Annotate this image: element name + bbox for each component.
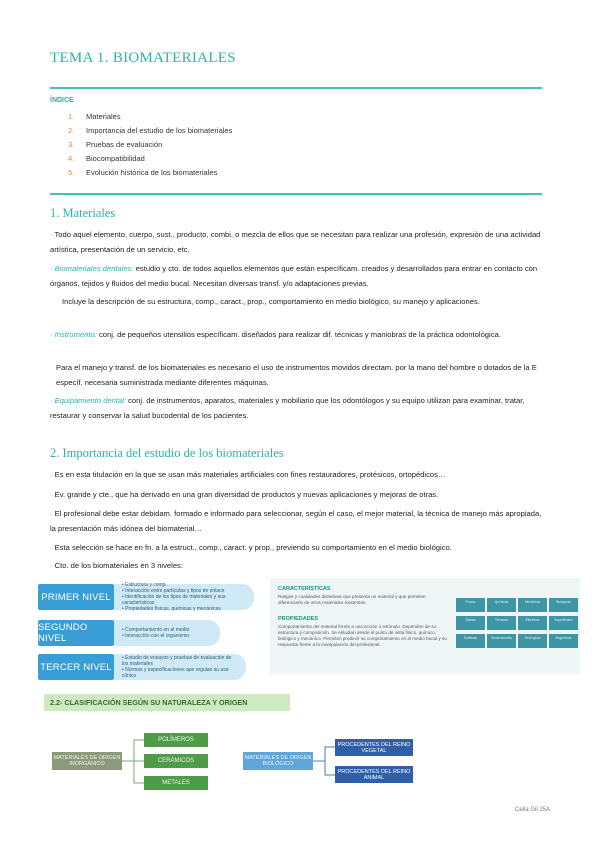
properties-heading: PROPIEDADES (278, 616, 319, 622)
paragraph: · Instrumento: conj. de pequeños utensilios específicam. diseñados para realizar dif. técnicas y maniobras de la práctica odontológica. (50, 330, 501, 339)
polymers-box: POLÍMEROS (144, 733, 208, 747)
inorganic-origin-box: MATERIALES DE ORIGEN INORGÁNICO (52, 752, 122, 770)
property-tile: Térmicas (487, 616, 516, 630)
property-tile: Biológicas (549, 598, 578, 612)
index-item[interactable]: 2. Importancia del estudio de los biomateriales (68, 126, 233, 135)
section-heading-importancia: 2. Importancia del estudio de los biomateriales (50, 446, 284, 460)
property-tile: Reológicas (518, 634, 547, 648)
paragraph: · Cto. de los biomateriales en 3 niveles: (50, 561, 183, 570)
property-tile: Magnéticas (549, 634, 578, 648)
paragraph: Incluye la descripción de su estructura, comp., caract., prop., comportamiento en medio biológico, su manejo y aplicaciones. (62, 297, 480, 306)
property-tile: Superficiales (549, 616, 578, 630)
section-heading-materiales: 1. Materiales (50, 206, 116, 220)
page-title: TEMA 1. BIOMATERIALES (50, 50, 236, 66)
index-item[interactable]: 4. Biocompatibilidad (68, 154, 145, 163)
property-tile: Eléctricas (518, 616, 547, 630)
subsection-heading: 2.2- CLASIFICACIÓN SEGÚN SU NATURALEZA Y ORIGEN (44, 694, 290, 711)
index-heading: ÍNDICE (50, 97, 74, 104)
paragraph: · Esta selección se hace en fn. a la estruct., comp., caract. y prop., previendo su comportamiento en el medio biológico. (50, 543, 452, 552)
paragraph: · Biomateriales dentales: estudio y cto. de todos aquellos elementos que están específicam. creados y desarrollados para entrar en contacto con órganos, tejidos y fluidos del medio bucal. Necesitan diversas transf. y/o adaptaciones previas. (50, 264, 538, 288)
animal-kingdom-box: PROCEDENTES DEL REINO ANIMAL (335, 766, 413, 783)
paragraph: · Ev. grande y cte., que ha derivado en una gran diversidad de productos y nuevas aplicaciones y mejoras de otras. (50, 490, 439, 499)
level-description: • Comportamiento en el medio • Interacción con el organismo (114, 620, 220, 646)
biological-origin-box: MATERIALES DE ORIGEN BIOLÓGICO (243, 752, 313, 770)
properties-text: Comportamiento del material frente a una acción o estímulo. Dependen de su estructura y composición. Se estudian desde el punto de vista físico, químico, biológico y mecánico. Permiten predecir su comportamiento en el medio bucal y su respuesta frente a la manipulación del profesional. (278, 624, 447, 647)
property-tile: Ópticas (456, 616, 485, 630)
paragraph: · Equipamiento dental: conj. de instrumentos, aparatos, materiales y mobiliario que los odontólogos y su equipo utilizan para examinar, tratar, restaurar y conservar la salud bucodental de los pacientes. (50, 396, 525, 420)
characteristics-heading: CARACTERÍSTICAS (278, 586, 331, 592)
paragraph: Para el manejo y transf. de los biomateriales es necesario el uso de instrumentos movidos directam. por la mano del hombre o dotados de la E específ. necesaria suministrada mediante diferentes máquinas. (56, 363, 537, 387)
level-description: • Estructura y comp. • Interacción entre partículas y tipos de enlace • Identificación de los tipos de materiales y sus características • Propiedades físicas, químicas y mecánicas (114, 584, 254, 610)
vegetal-kingdom-box: PROCEDENTES DEL REINO VEGETAL (335, 739, 413, 756)
ceramics-box: CERÁMICOS (144, 754, 208, 768)
index-item[interactable]: 1. Materiales (68, 112, 121, 121)
paragraph: · Todo aquel elemento, cuerpo, sust., producto, combi. o mezcla de ellos que se necesitan para realizar una profesión, expresión de una actividad artística, presentación de un servicio, etc. (50, 230, 541, 254)
paragraph: · Es en esta titulación en la que se usan más materiales artificiales con fines restauradores, protésicos, ortopédicos… (50, 470, 446, 479)
level-description: • Estudio de ensayos y pruebas de evaluación de los materiales • Normas y especificaciones que regulan su uso clínico (114, 654, 246, 680)
level-tag: TERCER NIVEL (38, 654, 114, 680)
property-tile: Dimensionales (487, 634, 516, 648)
property-tile: Físicas (456, 598, 485, 612)
level-tag: SEGUNDO NIVEL (38, 620, 114, 646)
paragraph: · El profesional debe estar debidam. formado e informado para seleccionar, según el caso, el mejor material, la técnica de manejo más apropiada, la presentación más idónea del biomaterial… (50, 509, 542, 533)
characteristics-text: Rasgos y cualidades distintivas que presenta un material y que permiten diferenciarlo de otros materiales existentes. (278, 594, 426, 605)
property-tile: Estéticas (456, 634, 485, 648)
index-item[interactable]: 5. Evolución histórica de los biomateriales (68, 168, 218, 177)
footer-author: Celia Gil 25A (514, 807, 550, 813)
property-tile: Mecánicas (518, 598, 547, 612)
metals-box: METALES (144, 776, 208, 790)
property-tile: Químicas (487, 598, 516, 612)
level-tag: PRIMER NIVEL (38, 584, 114, 610)
index-item[interactable]: 3. Pruebas de evaluación (68, 140, 163, 149)
